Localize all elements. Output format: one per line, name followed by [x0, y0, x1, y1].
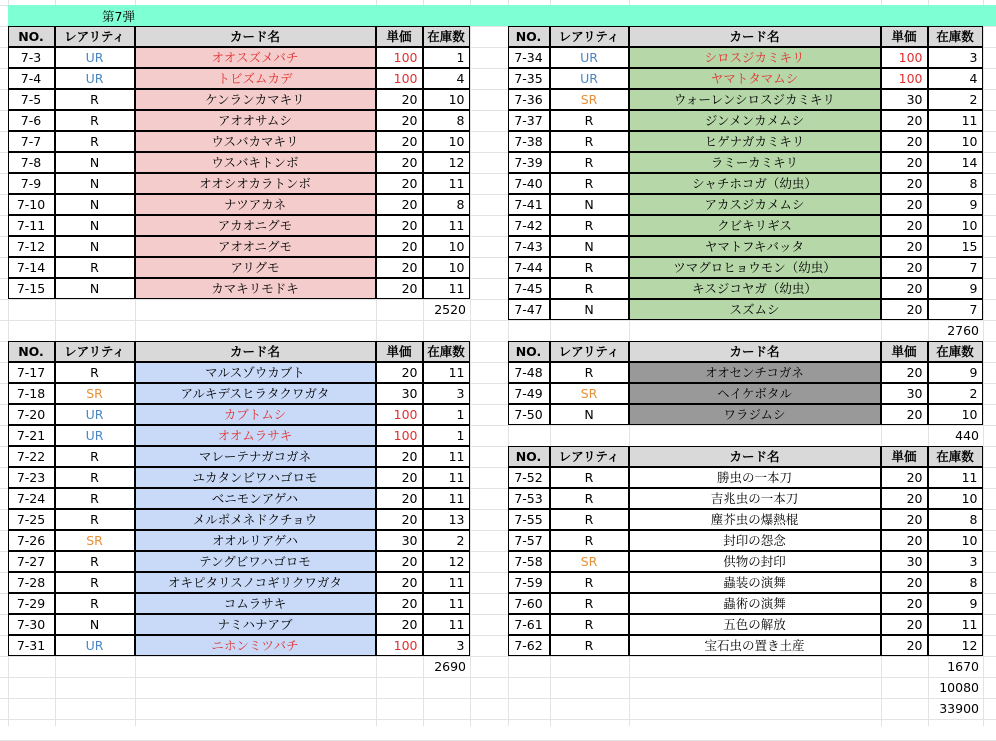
card-no-cell[interactable]: 7-41	[508, 194, 550, 215]
rarity-cell[interactable]: R	[55, 551, 135, 572]
stock-cell[interactable]: 11	[423, 173, 470, 194]
card-name-cell[interactable]: マレーテナガコガネ	[135, 446, 376, 467]
stock-cell[interactable]: 1	[423, 47, 470, 68]
header-no: NO.	[8, 26, 55, 47]
card-no-cell[interactable]: 7-59	[508, 572, 550, 593]
price-cell[interactable]: 20	[881, 404, 928, 425]
price-cell[interactable]: 30	[376, 530, 423, 551]
card-no-cell[interactable]: 7-27	[8, 551, 55, 572]
card-name-cell[interactable]: ユカタンビワハゴロモ	[135, 467, 376, 488]
stock-cell[interactable]: 10	[928, 404, 983, 425]
price-cell[interactable]: 20	[881, 215, 928, 236]
header-name: カード名	[135, 341, 376, 362]
price-cell[interactable]: 30	[881, 89, 928, 110]
card-name-cell[interactable]: アカスジカメムシ	[629, 194, 881, 215]
card-name-cell[interactable]: キスジコヤガ（幼虫）	[629, 278, 881, 299]
stock-cell[interactable]: 9	[928, 194, 983, 215]
card-name-cell[interactable]: 封印の怨念	[629, 530, 881, 551]
card-no-cell[interactable]: 7-44	[508, 257, 550, 278]
card-no-cell[interactable]: 7-45	[508, 278, 550, 299]
rarity-cell[interactable]: N	[55, 173, 135, 194]
price-cell[interactable]: 20	[376, 488, 423, 509]
card-name-cell[interactable]: ツマグロヒョウモン（幼虫）	[629, 257, 881, 278]
card-no-cell[interactable]: 7-34	[508, 47, 550, 68]
rarity-cell[interactable]: R	[550, 593, 629, 614]
card-no-cell[interactable]: 7-7	[8, 131, 55, 152]
rarity-cell[interactable]: R	[550, 152, 629, 173]
rarity-cell[interactable]: R	[550, 131, 629, 152]
rarity-cell[interactable]: R	[550, 362, 629, 383]
stock-cell[interactable]: 12	[423, 152, 470, 173]
header-rarity: レアリティ	[550, 26, 629, 47]
header-stock: 在庫数	[928, 446, 983, 467]
stock-cell[interactable]: 3	[928, 551, 983, 572]
rarity-cell[interactable]: N	[55, 278, 135, 299]
stock-cell[interactable]: 12	[928, 635, 983, 656]
card-no-cell[interactable]: 7-29	[8, 593, 55, 614]
card-no-cell[interactable]: 7-14	[8, 257, 55, 278]
card-name-cell[interactable]: アカオニグモ	[135, 215, 376, 236]
card-no-cell[interactable]: 7-43	[508, 236, 550, 257]
card-no-cell[interactable]: 7-25	[8, 509, 55, 530]
card-name-cell[interactable]: ナミハナアブ	[135, 614, 376, 635]
price-cell[interactable]: 20	[376, 152, 423, 173]
stock-cell[interactable]: 11	[423, 593, 470, 614]
rarity-cell[interactable]: N	[550, 194, 629, 215]
stock-cell[interactable]: 10	[423, 131, 470, 152]
rarity-cell[interactable]: N	[55, 152, 135, 173]
table-total: 2690	[434, 659, 466, 674]
card-no-cell[interactable]: 7-30	[8, 614, 55, 635]
rarity-cell[interactable]: R	[55, 467, 135, 488]
card-name-cell[interactable]: ウォーレンシロスジカミキリ	[629, 89, 881, 110]
card-no-cell[interactable]: 7-26	[8, 530, 55, 551]
price-cell[interactable]: 20	[376, 194, 423, 215]
stock-cell[interactable]: 10	[423, 257, 470, 278]
card-name-cell[interactable]: 吉兆虫の一本刀	[629, 488, 881, 509]
card-name-cell[interactable]: ジンメンカメムシ	[629, 110, 881, 131]
card-name-cell[interactable]: アリグモ	[135, 257, 376, 278]
card-name-cell[interactable]: ヤマトタマムシ	[629, 68, 881, 89]
price-cell[interactable]: 20	[881, 152, 928, 173]
grid-line	[0, 320, 996, 321]
card-no-cell[interactable]: 7-12	[8, 236, 55, 257]
rarity-cell[interactable]: R	[55, 131, 135, 152]
stock-cell[interactable]: 12	[423, 551, 470, 572]
rarity-cell[interactable]: SR	[55, 383, 135, 404]
stock-cell[interactable]: 2	[423, 530, 470, 551]
card-no-cell[interactable]: 7-23	[8, 467, 55, 488]
rarity-cell[interactable]: N	[550, 236, 629, 257]
card-no-cell[interactable]: 7-62	[508, 635, 550, 656]
card-name-cell[interactable]: トビズムカデ	[135, 68, 376, 89]
card-name-cell[interactable]: ヘイケボタル	[629, 383, 881, 404]
card-no-cell[interactable]: 7-42	[508, 215, 550, 236]
rarity-cell[interactable]: SR	[55, 530, 135, 551]
stock-cell[interactable]: 11	[928, 467, 983, 488]
card-no-cell[interactable]: 7-47	[508, 299, 550, 320]
price-cell[interactable]: 20	[881, 131, 928, 152]
card-no-cell[interactable]: 7-57	[508, 530, 550, 551]
card-no-cell[interactable]: 7-38	[508, 131, 550, 152]
card-no-cell[interactable]: 7-15	[8, 278, 55, 299]
price-cell[interactable]: 20	[881, 530, 928, 551]
price-cell[interactable]: 20	[376, 236, 423, 257]
price-cell[interactable]: 20	[881, 194, 928, 215]
header-no: NO.	[508, 446, 550, 467]
card-no-cell[interactable]: 7-31	[8, 635, 55, 656]
header-name: カード名	[629, 446, 881, 467]
price-cell[interactable]: 20	[881, 257, 928, 278]
rarity-cell[interactable]: R	[550, 467, 629, 488]
header-no: NO.	[8, 341, 55, 362]
grid-line	[0, 677, 996, 678]
card-no-cell[interactable]: 7-35	[508, 68, 550, 89]
card-name-cell[interactable]: ウスバキトンボ	[135, 152, 376, 173]
card-name-cell[interactable]: アルキデスヒラタクワガタ	[135, 383, 376, 404]
price-cell[interactable]: 20	[881, 236, 928, 257]
header-no: NO.	[508, 341, 550, 362]
card-name-cell[interactable]: スズムシ	[629, 299, 881, 320]
stock-cell[interactable]: 9	[928, 362, 983, 383]
header-stock: 在庫数	[928, 26, 983, 47]
rarity-cell[interactable]: N	[550, 404, 629, 425]
card-no-cell[interactable]: 7-6	[8, 110, 55, 131]
price-cell[interactable]: 20	[881, 173, 928, 194]
card-no-cell[interactable]: 7-3	[8, 47, 55, 68]
card-no-cell[interactable]: 7-37	[508, 110, 550, 131]
grid-line	[0, 656, 996, 657]
card-name-cell[interactable]: 勝虫の一本刀	[629, 467, 881, 488]
card-name-cell[interactable]: シャチホコガ（幼虫）	[629, 173, 881, 194]
card-name-cell[interactable]: ベニモンアゲハ	[135, 488, 376, 509]
stock-cell[interactable]: 11	[423, 614, 470, 635]
price-cell[interactable]: 20	[376, 257, 423, 278]
rarity-cell[interactable]: R	[55, 509, 135, 530]
card-name-cell[interactable]: テングビワハゴロモ	[135, 551, 376, 572]
price-cell[interactable]: 20	[376, 173, 423, 194]
grid-line	[983, 0, 984, 726]
header-name: カード名	[135, 26, 376, 47]
price-cell[interactable]: 20	[376, 89, 423, 110]
rarity-cell[interactable]: R	[55, 89, 135, 110]
price-cell[interactable]: 100	[376, 68, 423, 89]
price-cell[interactable]: 20	[881, 278, 928, 299]
stock-cell[interactable]: 13	[423, 509, 470, 530]
grid-line	[0, 719, 996, 720]
price-cell[interactable]: 20	[376, 446, 423, 467]
rarity-cell[interactable]: R	[550, 110, 629, 131]
stock-cell[interactable]: 7	[928, 257, 983, 278]
header-price: 単価	[881, 26, 928, 47]
card-no-cell[interactable]: 7-11	[8, 215, 55, 236]
card-name-cell[interactable]: コムラサキ	[135, 593, 376, 614]
price-cell[interactable]: 100	[376, 635, 423, 656]
stock-cell[interactable]: 11	[423, 278, 470, 299]
stock-cell[interactable]: 10	[423, 89, 470, 110]
price-cell[interactable]: 20	[376, 362, 423, 383]
rarity-cell[interactable]: UR	[55, 425, 135, 446]
stock-cell[interactable]: 10	[423, 236, 470, 257]
card-no-cell[interactable]: 7-17	[8, 362, 55, 383]
rarity-cell[interactable]: SR	[550, 89, 629, 110]
price-cell[interactable]: 100	[881, 68, 928, 89]
card-name-cell[interactable]: 塵芥虫の爆熱棍	[629, 509, 881, 530]
grid-line	[470, 0, 471, 726]
card-no-cell[interactable]: 7-18	[8, 383, 55, 404]
price-cell[interactable]: 20	[376, 110, 423, 131]
card-no-cell[interactable]: 7-52	[508, 467, 550, 488]
rarity-cell[interactable]: UR	[55, 404, 135, 425]
rarity-cell[interactable]: SR	[550, 551, 629, 572]
table-total: 1670	[947, 659, 979, 674]
card-name-cell[interactable]: シロスジカミキリ	[629, 47, 881, 68]
table-total: 440	[955, 428, 979, 443]
stock-cell[interactable]: 14	[928, 152, 983, 173]
stock-cell[interactable]: 3	[928, 47, 983, 68]
header-rarity: レアリティ	[550, 446, 629, 467]
grid-line	[0, 698, 996, 699]
grand-total: 33900	[939, 701, 979, 716]
card-no-cell[interactable]: 7-50	[508, 404, 550, 425]
card-no-cell[interactable]: 7-60	[508, 593, 550, 614]
stock-cell[interactable]: 4	[928, 68, 983, 89]
stock-cell[interactable]: 10	[928, 530, 983, 551]
stock-cell[interactable]: 10	[928, 488, 983, 509]
header-price: 単価	[376, 341, 423, 362]
table-total: 2520	[434, 302, 466, 317]
price-cell[interactable]: 20	[881, 299, 928, 320]
stock-cell[interactable]: 8	[928, 173, 983, 194]
card-name-cell[interactable]: マルスゾウカブト	[135, 362, 376, 383]
price-cell[interactable]: 30	[881, 383, 928, 404]
rarity-cell[interactable]: R	[550, 488, 629, 509]
card-no-cell[interactable]: 7-20	[8, 404, 55, 425]
stock-cell[interactable]: 1	[423, 404, 470, 425]
rarity-cell[interactable]: SR	[550, 383, 629, 404]
stock-cell[interactable]: 8	[423, 194, 470, 215]
stock-cell[interactable]: 2	[928, 89, 983, 110]
price-cell[interactable]: 20	[376, 572, 423, 593]
card-no-cell[interactable]: 7-24	[8, 488, 55, 509]
rarity-cell[interactable]: UR	[55, 68, 135, 89]
card-name-cell[interactable]: ウスバカマキリ	[135, 131, 376, 152]
rarity-cell[interactable]: R	[550, 509, 629, 530]
header-no: NO.	[508, 26, 550, 47]
stock-cell[interactable]: 11	[423, 467, 470, 488]
stock-cell[interactable]: 11	[928, 614, 983, 635]
card-name-cell[interactable]: 五色の解放	[629, 614, 881, 635]
card-no-cell[interactable]: 7-22	[8, 446, 55, 467]
price-cell[interactable]: 20	[376, 593, 423, 614]
price-cell[interactable]: 20	[376, 614, 423, 635]
card-name-cell[interactable]: オキピタリスノコギリクワガタ	[135, 572, 376, 593]
card-name-cell[interactable]: オオシオカラトンボ	[135, 173, 376, 194]
title-bar	[8, 5, 996, 26]
card-no-cell[interactable]: 7-39	[508, 152, 550, 173]
price-cell[interactable]: 100	[376, 425, 423, 446]
card-name-cell[interactable]: ワラジムシ	[629, 404, 881, 425]
rarity-cell[interactable]: R	[55, 572, 135, 593]
stock-cell[interactable]: 11	[423, 215, 470, 236]
stock-cell[interactable]: 11	[928, 110, 983, 131]
price-cell[interactable]: 20	[881, 614, 928, 635]
card-name-cell[interactable]: クビキリギス	[629, 215, 881, 236]
card-name-cell[interactable]: ラミーカミキリ	[629, 152, 881, 173]
price-cell[interactable]: 20	[881, 509, 928, 530]
grand-total: 10080	[939, 680, 979, 695]
price-cell[interactable]: 20	[376, 131, 423, 152]
price-cell[interactable]: 20	[881, 467, 928, 488]
card-name-cell[interactable]: オオスズメバチ	[135, 47, 376, 68]
rarity-cell[interactable]: R	[55, 110, 135, 131]
rarity-cell[interactable]: N	[55, 614, 135, 635]
rarity-cell[interactable]: R	[550, 572, 629, 593]
header-stock: 在庫数	[928, 341, 983, 362]
card-name-cell[interactable]: ナツアカネ	[135, 194, 376, 215]
card-name-cell[interactable]: 蟲装の演舞	[629, 572, 881, 593]
card-name-cell[interactable]: オオルリアゲハ	[135, 530, 376, 551]
card-name-cell[interactable]: ケンランカマキリ	[135, 89, 376, 110]
rarity-cell[interactable]: N	[55, 236, 135, 257]
rarity-cell[interactable]: R	[550, 173, 629, 194]
stock-cell[interactable]: 11	[423, 446, 470, 467]
price-cell[interactable]: 30	[376, 383, 423, 404]
rarity-cell[interactable]: R	[55, 488, 135, 509]
header-rarity: レアリティ	[55, 26, 135, 47]
stock-cell[interactable]: 15	[928, 236, 983, 257]
header-name: カード名	[629, 26, 881, 47]
rarity-cell[interactable]: N	[55, 215, 135, 236]
rarity-cell[interactable]: R	[55, 362, 135, 383]
card-no-cell[interactable]: 7-4	[8, 68, 55, 89]
stock-cell[interactable]: 9	[928, 593, 983, 614]
rarity-cell[interactable]: R	[55, 446, 135, 467]
card-name-cell[interactable]: 供物の封印	[629, 551, 881, 572]
card-name-cell[interactable]: ヤマトフキバッタ	[629, 236, 881, 257]
rarity-cell[interactable]: UR	[55, 47, 135, 68]
rarity-cell[interactable]: R	[55, 257, 135, 278]
header-stock: 在庫数	[423, 26, 470, 47]
card-no-cell[interactable]: 7-53	[508, 488, 550, 509]
table-total: 2760	[947, 323, 979, 338]
card-name-cell[interactable]: カマキリモドキ	[135, 278, 376, 299]
header-rarity: レアリティ	[550, 341, 629, 362]
card-no-cell[interactable]: 7-28	[8, 572, 55, 593]
rarity-cell[interactable]: UR	[550, 68, 629, 89]
price-cell[interactable]: 20	[376, 215, 423, 236]
header-price: 単価	[376, 26, 423, 47]
card-name-cell[interactable]: アオオサムシ	[135, 110, 376, 131]
rarity-cell[interactable]: R	[550, 215, 629, 236]
card-no-cell[interactable]: 7-61	[508, 614, 550, 635]
rarity-cell[interactable]: R	[550, 530, 629, 551]
card-name-cell[interactable]: 宝石虫の置き土産	[629, 635, 881, 656]
card-no-cell[interactable]: 7-8	[8, 152, 55, 173]
price-cell[interactable]: 20	[881, 488, 928, 509]
stock-cell[interactable]: 8	[928, 509, 983, 530]
stock-cell[interactable]: 11	[423, 572, 470, 593]
rarity-cell[interactable]: R	[550, 635, 629, 656]
price-cell[interactable]: 30	[881, 551, 928, 572]
card-no-cell[interactable]: 7-9	[8, 173, 55, 194]
stock-cell[interactable]: 10	[928, 215, 983, 236]
card-no-cell[interactable]: 7-5	[8, 89, 55, 110]
card-no-cell[interactable]: 7-48	[508, 362, 550, 383]
card-no-cell[interactable]: 7-58	[508, 551, 550, 572]
price-cell[interactable]: 20	[881, 593, 928, 614]
price-cell[interactable]: 20	[376, 509, 423, 530]
stock-cell[interactable]: 8	[423, 110, 470, 131]
stock-cell[interactable]: 7	[928, 299, 983, 320]
stock-cell[interactable]: 4	[423, 68, 470, 89]
price-cell[interactable]: 20	[881, 110, 928, 131]
card-no-cell[interactable]: 7-21	[8, 425, 55, 446]
card-name-cell[interactable]: オオムラサキ	[135, 425, 376, 446]
stock-cell[interactable]: 1	[423, 425, 470, 446]
card-name-cell[interactable]: オオセンチコガネ	[629, 362, 881, 383]
header-price: 単価	[881, 341, 928, 362]
price-cell[interactable]: 100	[881, 47, 928, 68]
stock-cell[interactable]: 10	[928, 131, 983, 152]
rarity-cell[interactable]: UR	[550, 47, 629, 68]
header-stock: 在庫数	[423, 341, 470, 362]
stock-cell[interactable]: 9	[928, 278, 983, 299]
card-name-cell[interactable]: メルポメネドクチョウ	[135, 509, 376, 530]
card-no-cell[interactable]: 7-55	[508, 509, 550, 530]
card-name-cell[interactable]: ニホンミツバチ	[135, 635, 376, 656]
price-cell[interactable]: 100	[376, 404, 423, 425]
rarity-cell[interactable]: R	[55, 593, 135, 614]
price-cell[interactable]: 20	[376, 467, 423, 488]
card-no-cell[interactable]: 7-10	[8, 194, 55, 215]
rarity-cell[interactable]: R	[550, 614, 629, 635]
header-price: 単価	[881, 446, 928, 467]
card-name-cell[interactable]: 蟲術の演舞	[629, 593, 881, 614]
stock-cell[interactable]: 3	[423, 635, 470, 656]
card-name-cell[interactable]: アオオニグモ	[135, 236, 376, 257]
header-rarity: レアリティ	[55, 341, 135, 362]
price-cell[interactable]: 20	[376, 551, 423, 572]
card-no-cell[interactable]: 7-49	[508, 383, 550, 404]
rarity-cell[interactable]: R	[550, 257, 629, 278]
price-cell[interactable]: 20	[376, 278, 423, 299]
rarity-cell[interactable]: UR	[55, 635, 135, 656]
price-cell[interactable]: 20	[881, 572, 928, 593]
rarity-cell[interactable]: N	[55, 194, 135, 215]
stock-cell[interactable]: 3	[423, 383, 470, 404]
card-no-cell[interactable]: 7-40	[508, 173, 550, 194]
stock-cell[interactable]: 2	[928, 383, 983, 404]
rarity-cell[interactable]: N	[550, 299, 629, 320]
sheet-title: 第7弾	[102, 8, 135, 24]
rarity-cell[interactable]: R	[550, 278, 629, 299]
card-name-cell[interactable]: カブトムシ	[135, 404, 376, 425]
header-name: カード名	[629, 341, 881, 362]
stock-cell[interactable]: 11	[423, 362, 470, 383]
card-name-cell[interactable]: ヒゲナガカミキリ	[629, 131, 881, 152]
stock-cell[interactable]: 8	[928, 572, 983, 593]
price-cell[interactable]: 20	[881, 635, 928, 656]
price-cell[interactable]: 100	[376, 47, 423, 68]
stock-cell[interactable]: 11	[423, 488, 470, 509]
card-no-cell[interactable]: 7-36	[508, 89, 550, 110]
price-cell[interactable]: 20	[881, 362, 928, 383]
